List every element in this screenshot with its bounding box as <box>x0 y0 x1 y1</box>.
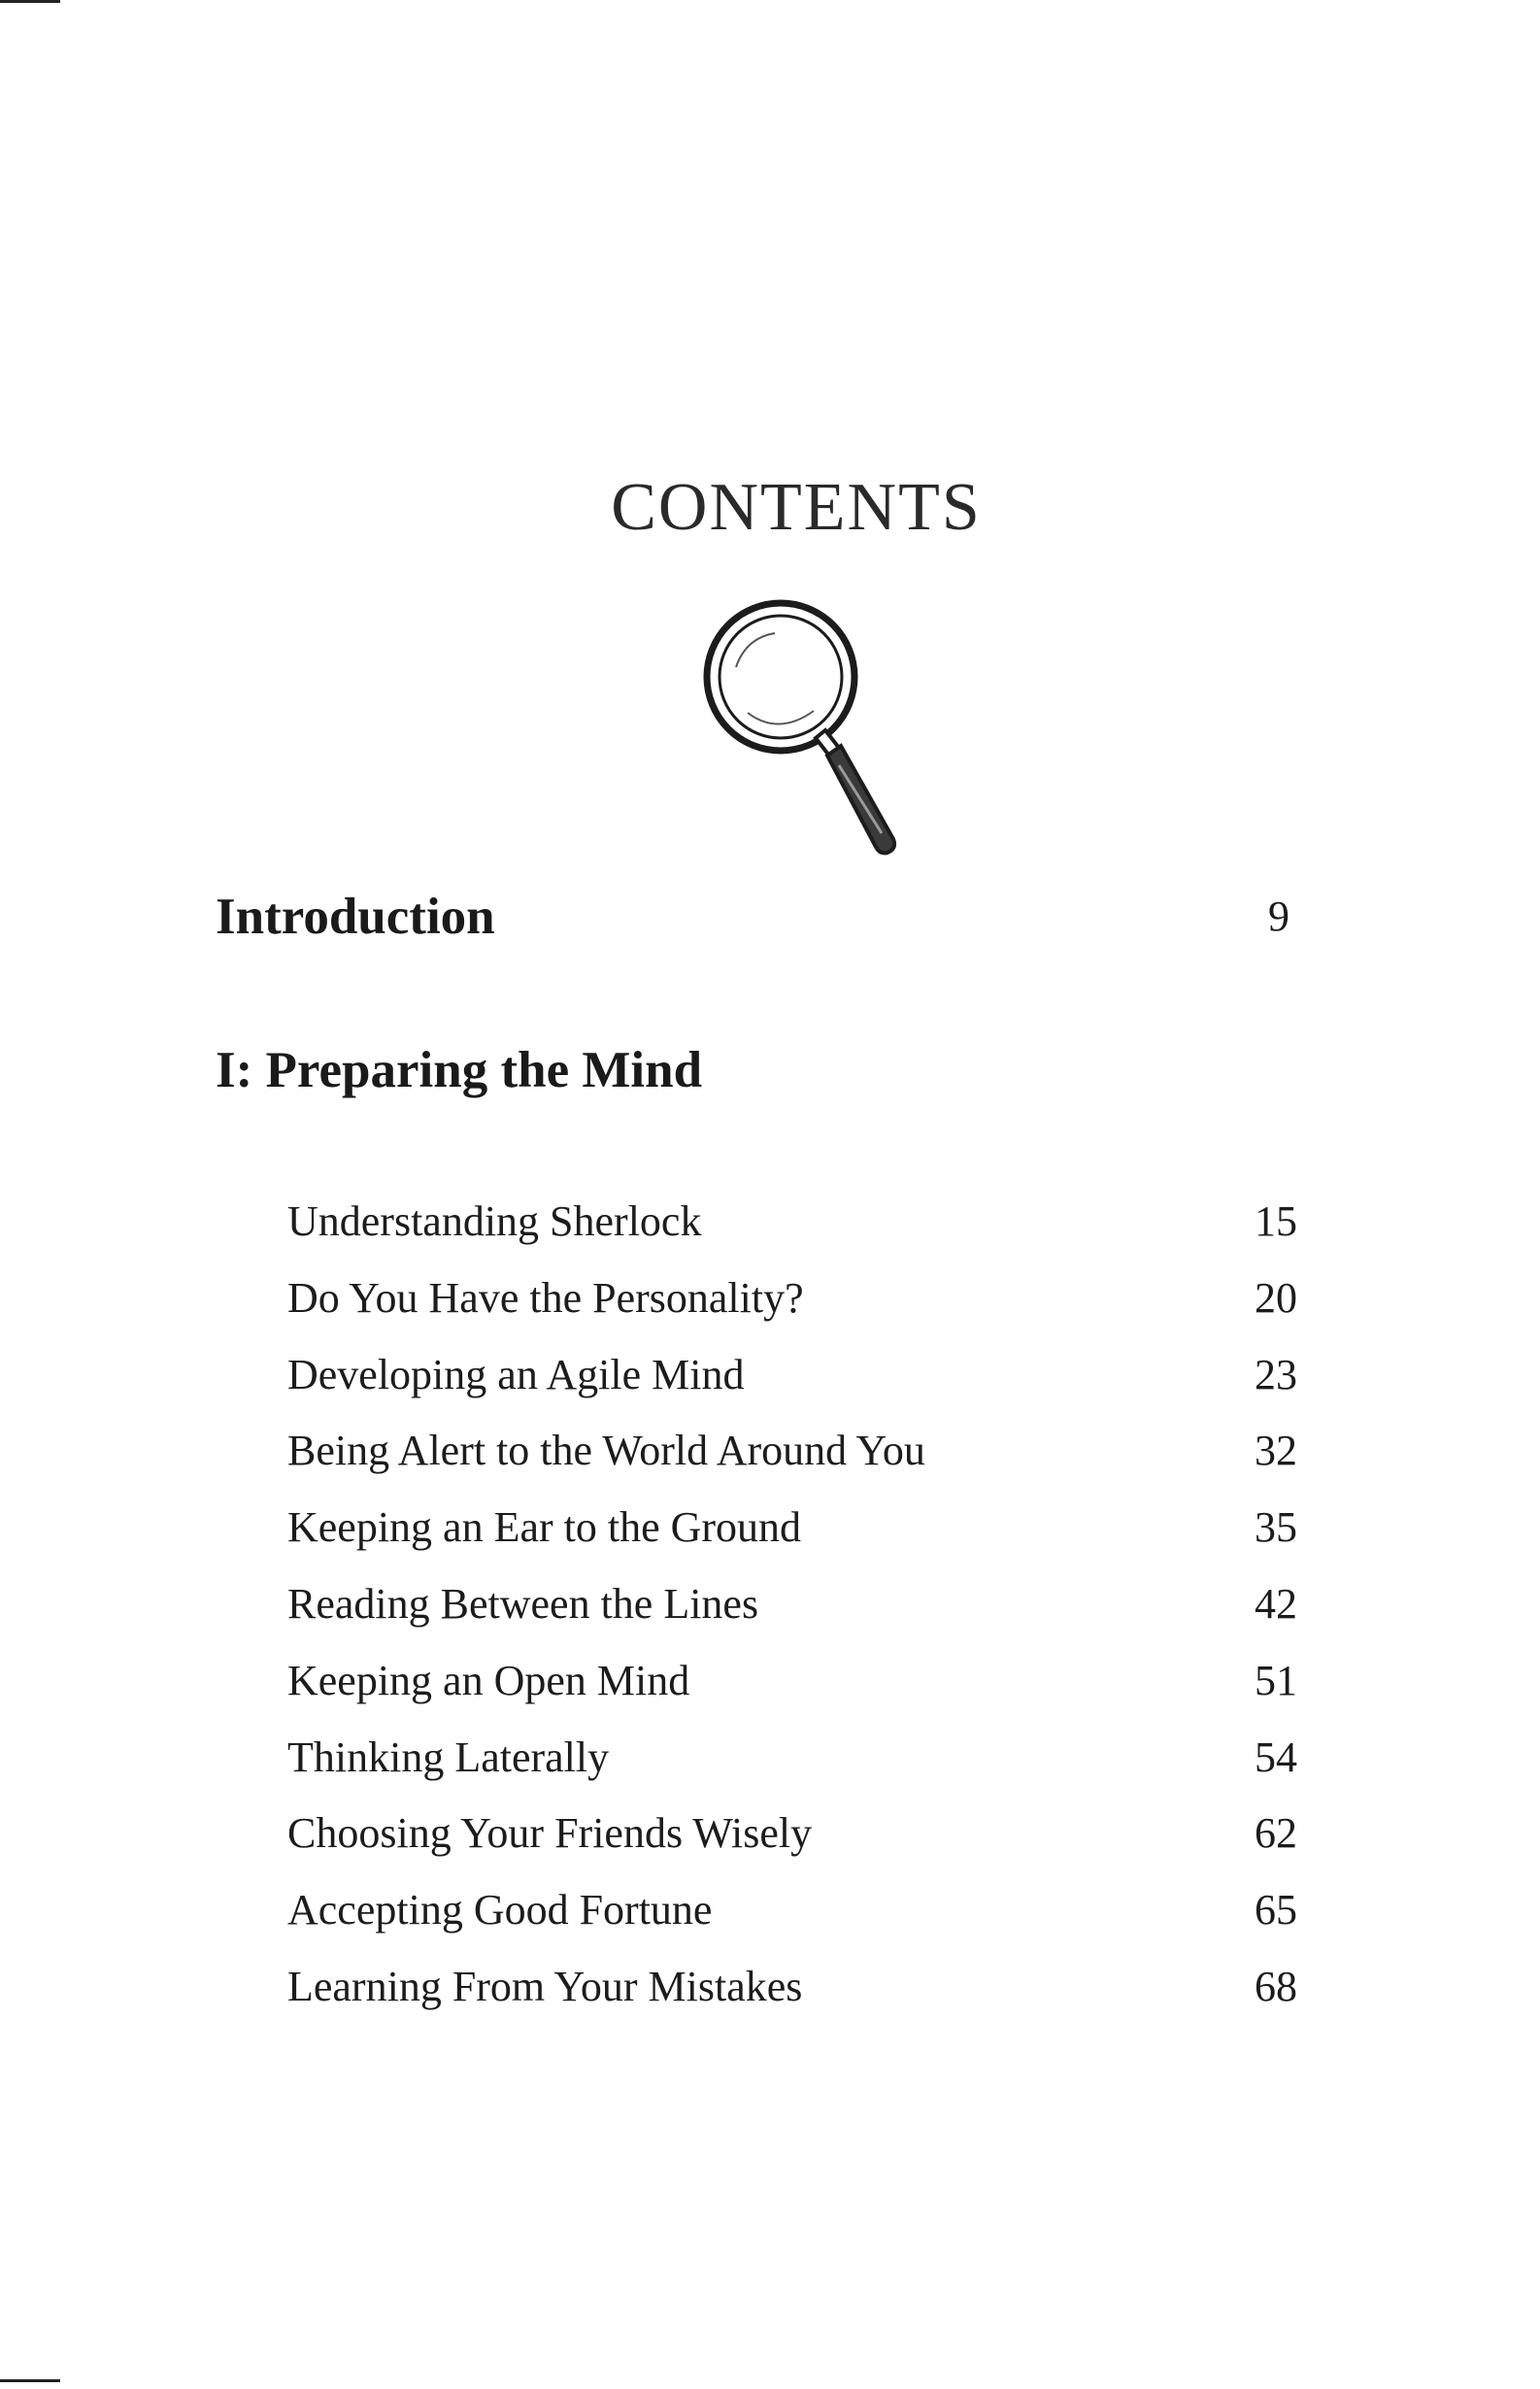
entry-page: 65 <box>1255 1886 1297 1935</box>
list-item <box>287 1962 1297 2042</box>
list-item <box>287 1656 1297 1736</box>
list-item <box>287 1350 1297 1430</box>
list-item <box>287 1809 1297 1889</box>
list-item <box>287 1427 1297 1506</box>
entry-title: Being Alert to the World Around You <box>287 1427 925 1475</box>
contents-list <box>287 1197 1297 2042</box>
entry-title: Understanding Sherlock <box>287 1197 702 1245</box>
entry-title: Reading Between the Lines <box>287 1579 759 1628</box>
entry-page: 42 <box>1255 1579 1297 1628</box>
entry-title: Choosing Your Friends Wisely <box>287 1809 813 1858</box>
entry-title: Developing an Agile Mind <box>287 1350 745 1398</box>
list-item <box>287 1503 1297 1583</box>
scan-edge-line <box>0 0 60 3</box>
entry-page: 62 <box>1255 1809 1297 1858</box>
section-introduction: Introduction <box>216 889 495 945</box>
page-title: CONTENTS <box>611 470 982 545</box>
magnifying-glass-icon <box>697 594 911 886</box>
entry-page: 51 <box>1255 1656 1297 1704</box>
section-introduction-page: 9 <box>1268 892 1289 940</box>
list-item <box>287 1273 1297 1354</box>
entry-title: Keeping an Open Mind <box>287 1656 690 1704</box>
entry-page: 32 <box>1255 1427 1297 1475</box>
entry-title: Keeping an Ear to the Ground <box>287 1503 802 1552</box>
entry-page: 68 <box>1255 1962 1297 2010</box>
entry-title: Accepting Good Fortune <box>287 1886 713 1935</box>
entry-page: 23 <box>1255 1350 1297 1398</box>
list-item <box>287 1197 1297 1277</box>
list-item <box>287 1886 1297 1966</box>
entry-title: Thinking Laterally <box>287 1733 610 1781</box>
list-item <box>287 1733 1297 1813</box>
entry-title: Do You Have the Personality? <box>287 1273 804 1322</box>
list-item <box>287 1579 1297 1660</box>
scan-edge-line <box>0 2379 60 2382</box>
entry-page: 15 <box>1255 1197 1297 1245</box>
part-heading: I: Preparing the Mind <box>216 1042 703 1098</box>
entry-page: 54 <box>1255 1733 1297 1781</box>
entry-page: 35 <box>1255 1503 1297 1552</box>
entry-page: 20 <box>1255 1273 1297 1322</box>
entry-title: Learning From Your Mistakes <box>287 1962 803 2010</box>
